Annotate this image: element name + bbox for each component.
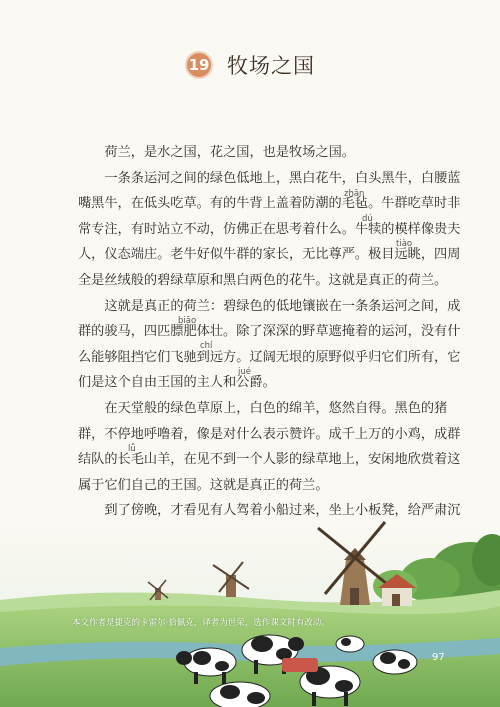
cow-icon <box>210 682 270 707</box>
text-line: 全是丝绒般的碧绿草原和黑白两色的花牛。这就是真正的荷兰。 <box>78 272 448 288</box>
lesson-title: 牧场之国 <box>227 54 315 78</box>
article-body <box>78 140 461 550</box>
paragraph-3 <box>78 294 461 396</box>
text-line: 结队的长毛山羊，在见不到一个人影的绿草地上，安闲地欣赏着这 <box>78 452 461 468</box>
cow-icon <box>336 636 364 652</box>
text-line: 嘴黑牛，在低头吃草。有的牛背上盖着防潮的毛毡。牛群吃草时非 <box>78 196 461 212</box>
cow-blanket <box>282 658 318 672</box>
lesson-number-badge: 19 <box>185 51 213 79</box>
text-line: 人，仪态端庄。老牛好似牛群的家长，无比尊严。极目远眺，四周 <box>78 247 461 263</box>
pinyin-chi: chí <box>200 341 213 351</box>
page-number: 97 <box>432 652 445 663</box>
author-footnote: 本文作者是捷克的卡雷尔·恰佩克，译者为世荣，选作课文时有改动。 <box>72 618 330 628</box>
text-line: 一条条运河之间的绿色低地上，黑白花牛，白头黑牛，白腰蓝 <box>104 170 461 186</box>
text-line: 么能够阻挡它们飞驰到远方。辽阔无垠的原野似乎归它们所有，它 <box>78 349 461 365</box>
pinyin-jue: jué <box>238 367 251 377</box>
text-line: 在天堂般的绿色草原上，白色的绵羊，悠然自得。黑色的猪 <box>104 400 448 416</box>
pinyin-biao: biāo <box>178 316 197 326</box>
lesson-header <box>0 50 500 80</box>
cow-icon <box>373 650 417 674</box>
text-line: 群，不停地呼噜着，像是对什么表示赞许。成千上万的小鸡，成群 <box>78 426 461 442</box>
pinyin-lu: lǚ <box>128 444 136 454</box>
paragraph-2 <box>78 166 461 294</box>
pasture-illustration <box>0 520 500 707</box>
text-line: 属于它们自己的王国。这就是真正的荷兰。 <box>78 477 329 493</box>
paragraph-1 <box>78 140 446 166</box>
text-line: 这就是真正的荷兰：碧绿色的低地镶嵌在一条条运河之间，成 <box>104 298 461 314</box>
text-line: 到了傍晚，才看见有人驾着小船过来，坐上小板凳，给严肃沉 <box>104 503 461 519</box>
pinyin-tiao: tiào <box>396 239 413 249</box>
text-line-with-pinyin <box>78 191 461 217</box>
text-line: 常专注，有时站立不动，仿佛正在思考着什么。牛犊的模样像贵夫 <box>78 221 461 237</box>
text-line: 们是这个自由王国的主人和公爵。 <box>78 375 276 391</box>
text-line: 群的骏马，四匹膘肥体壮。除了深深的野草遮掩着的运河，没有什 <box>78 324 461 340</box>
pinyin-du: dú <box>362 214 373 224</box>
pinyin-zhan: zhān <box>344 189 365 199</box>
text-line: 荷兰，是水之国，花之国，也是牧场之国。 <box>104 145 355 160</box>
